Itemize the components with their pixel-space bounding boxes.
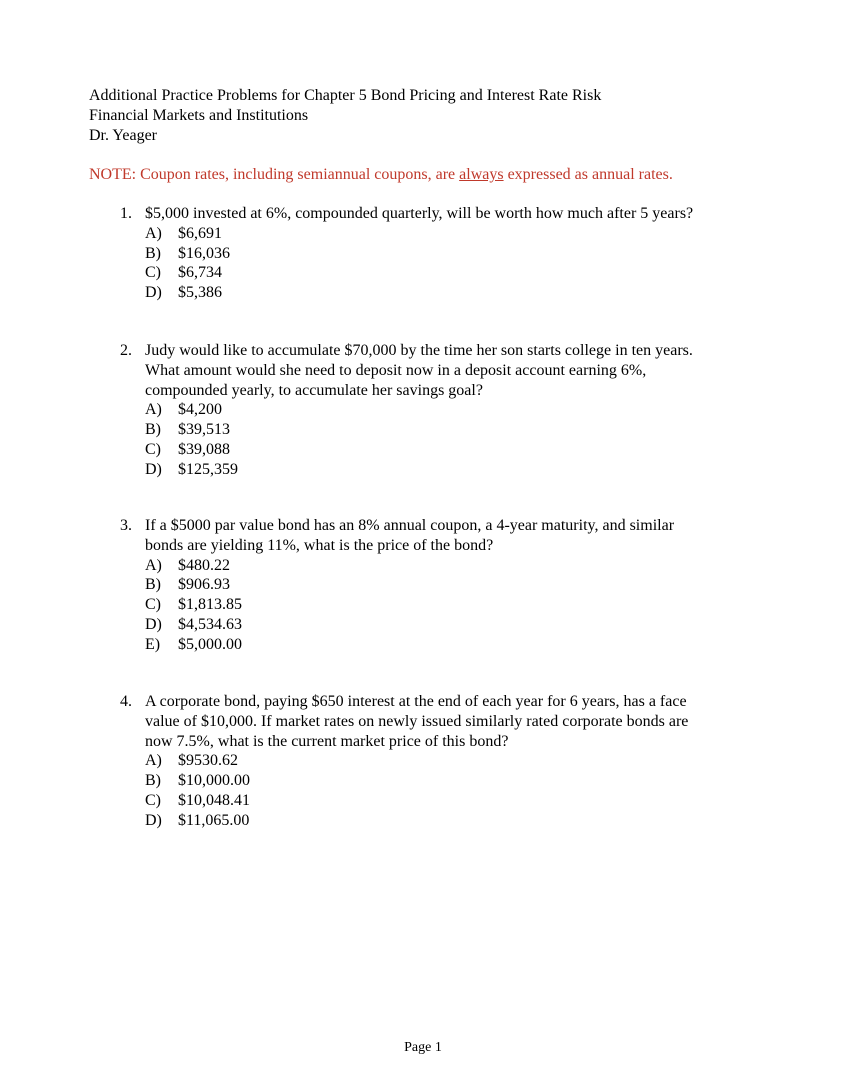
answer-option-b xyxy=(145,420,740,440)
option-letter: D) xyxy=(145,460,162,478)
option-letter: A) xyxy=(145,752,162,770)
stem-line: $5,000 invested at 6%, compounded quarterly, will be worth how much after 5 years? xyxy=(145,205,694,222)
option-text: $1,813.85 xyxy=(178,596,242,614)
stem-line: compounded yearly, to accumulate her savings goal? xyxy=(145,381,483,399)
answer-option-a xyxy=(145,556,740,576)
question-3 xyxy=(120,516,740,655)
option-letter: C) xyxy=(145,440,161,458)
stem-line: bonds are yielding 11%, what is the price of the bond? xyxy=(145,536,494,554)
page-number: Page 1 xyxy=(404,1040,442,1055)
answer-options xyxy=(145,400,740,479)
option-letter: A) xyxy=(145,224,162,242)
document-header xyxy=(89,86,601,146)
option-letter: C) xyxy=(145,791,161,809)
note-emphasis: always xyxy=(459,166,504,183)
answer-option-c xyxy=(145,263,740,283)
answer-option-d xyxy=(145,283,740,303)
option-letter: D) xyxy=(145,284,162,302)
option-text: $10,048.41 xyxy=(178,791,250,809)
option-text: $6,734 xyxy=(178,264,222,282)
question-2 xyxy=(120,341,740,480)
stem-line: Judy would like to accumulate $70,000 by the time her son starts college in ten years. xyxy=(145,342,693,359)
question-number: 1. xyxy=(120,205,132,222)
option-letter: B) xyxy=(145,421,161,439)
answer-option-c xyxy=(145,791,740,811)
option-letter: A) xyxy=(145,401,162,419)
answer-option-b xyxy=(145,575,740,595)
question-number: 2. xyxy=(120,342,132,359)
option-text: $9530.62 xyxy=(178,752,238,770)
option-letter: B) xyxy=(145,772,161,790)
answer-options xyxy=(145,224,740,303)
option-text: $480.22 xyxy=(178,556,230,574)
option-letter: B) xyxy=(145,576,161,594)
option-text: $39,513 xyxy=(178,421,230,439)
option-letter: A) xyxy=(145,556,162,574)
answer-option-a xyxy=(145,400,740,420)
coupon-rate-note xyxy=(89,165,673,185)
question-1 xyxy=(120,204,740,303)
question-stem xyxy=(145,692,740,751)
option-letter: B) xyxy=(145,244,161,262)
answer-option-c xyxy=(145,595,740,615)
option-text: $4,534.63 xyxy=(178,615,242,633)
stem-line: What amount would she need to deposit now in a deposit account earning 6%, xyxy=(145,361,647,379)
answer-option-a xyxy=(145,224,740,244)
question-stem xyxy=(145,516,740,556)
stem-line: A corporate bond, paying $650 interest at the end of each year for 6 years, has a face xyxy=(145,693,687,710)
option-text: $906.93 xyxy=(178,576,230,594)
option-text: $5,000.00 xyxy=(178,635,242,653)
option-text: $10,000.00 xyxy=(178,772,250,790)
option-letter: C) xyxy=(145,264,161,282)
note-text-before: NOTE: Coupon rates, including semiannual coupons, are xyxy=(89,166,460,183)
answer-option-b xyxy=(145,771,740,791)
option-letter: D) xyxy=(145,811,162,829)
option-letter: C) xyxy=(145,596,161,614)
answer-options xyxy=(145,556,740,655)
note-text-after: expressed as annual rates. xyxy=(503,166,673,183)
option-letter: E) xyxy=(145,635,161,653)
document-title: Additional Practice Problems for Chapter 5 Bond Pricing and Interest Rate Risk xyxy=(89,87,602,104)
answer-option-a xyxy=(145,751,740,771)
option-text: $16,036 xyxy=(178,244,230,262)
question-stem xyxy=(145,204,740,224)
answer-option-b xyxy=(145,244,740,264)
answer-option-d xyxy=(145,460,740,480)
stem-line: If a $5000 par value bond has an 8% annual coupon, a 4-year maturity, and similar xyxy=(145,517,675,534)
answer-options xyxy=(145,751,740,830)
stem-line: now 7.5%, what is the current market price of this bond? xyxy=(145,732,509,750)
option-text: $39,088 xyxy=(178,440,230,458)
option-text: $11,065.00 xyxy=(178,811,250,829)
question-number: 4. xyxy=(120,693,132,710)
answer-option-c xyxy=(145,440,740,460)
question-stem xyxy=(145,341,740,400)
option-letter: D) xyxy=(145,615,162,633)
option-text: $5,386 xyxy=(178,284,222,302)
option-text: $6,691 xyxy=(178,224,222,242)
stem-line: value of $10,000. If market rates on newly issued similarly rated corporate bonds are xyxy=(145,712,689,730)
answer-option-e xyxy=(145,635,740,655)
answer-option-d xyxy=(145,615,740,635)
question-4 xyxy=(120,692,740,831)
answer-option-d xyxy=(145,811,740,831)
instructor-name: Dr. Yeager xyxy=(89,127,157,144)
option-text: $125,359 xyxy=(178,460,238,478)
course-name: Financial Markets and Institutions xyxy=(89,107,309,124)
option-text: $4,200 xyxy=(178,401,222,419)
question-number: 3. xyxy=(120,517,132,534)
